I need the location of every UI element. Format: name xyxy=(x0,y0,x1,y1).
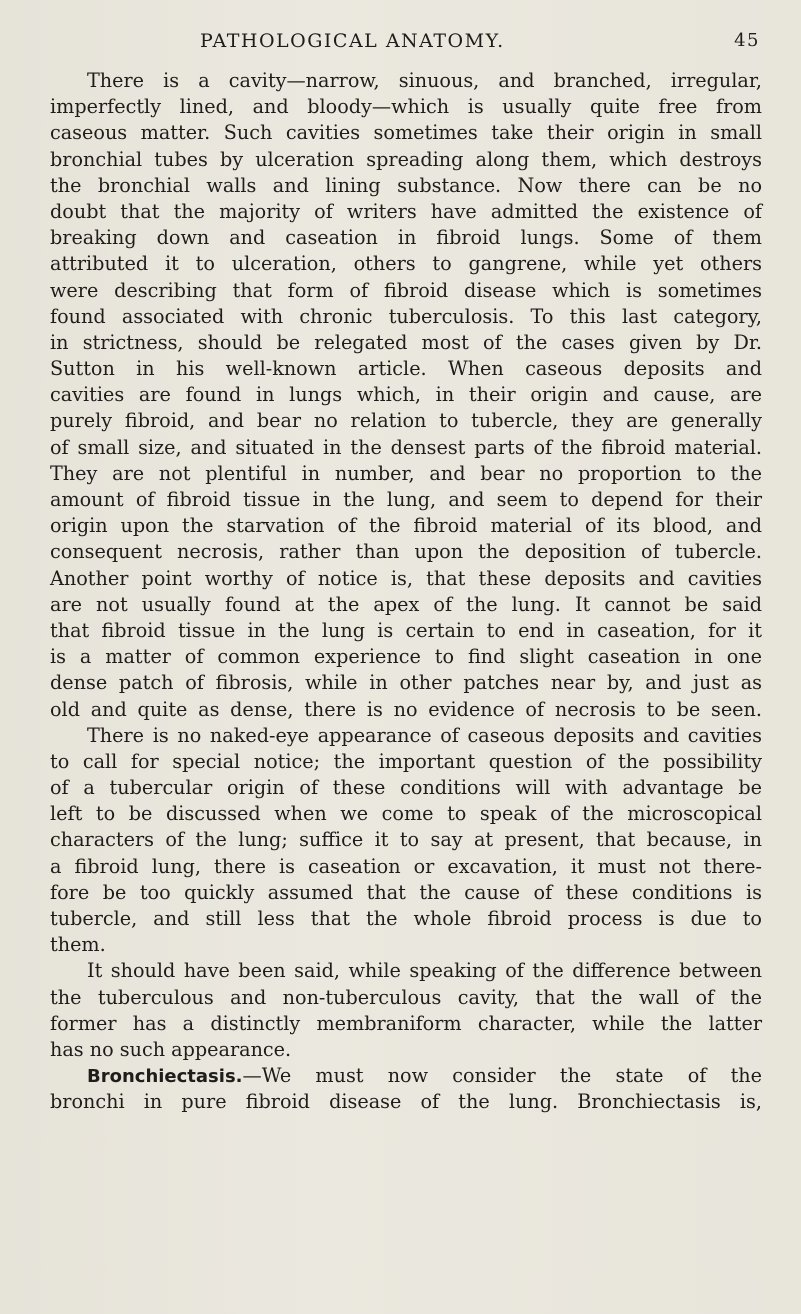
text-line: of a tubercular origin of these conditions will with advantage be xyxy=(50,776,762,800)
text-line: characters of the lung; suffice it to say at present, that because, in xyxy=(50,828,762,852)
text-line: of small size, and situated in the densest parts of the fibroid material. xyxy=(50,435,762,459)
text-line: are not usually found at the apex of the lung. It cannot be said xyxy=(50,592,762,616)
text-line: left to be discussed when we come to speak of the microscopical xyxy=(50,802,762,826)
text-line: There is a cavity—narrow, sinuous, and branched, irregular, xyxy=(87,69,762,92)
text-line: consequent necrosis, rather than upon the deposition of tubercle. xyxy=(50,540,762,564)
text-line: purely fibroid, and bear no relation to tubercle, they are generally xyxy=(50,409,762,433)
running-header xyxy=(200,30,760,60)
text-line: former has a distinctly membraniform character, while the latter xyxy=(50,1011,762,1035)
text-line: They are not plentiful in number, and bear no proportion to the xyxy=(50,461,762,485)
text-line: a fibroid lung, there is caseation or excavation, it must not there- xyxy=(50,854,762,878)
text-line: were describing that form of fibroid disease which is sometimes xyxy=(50,278,762,302)
text-line: has no such appearance. xyxy=(50,1037,292,1061)
text-line: the bronchial walls and lining substance. Now there can be no xyxy=(50,173,762,197)
text-line: fore be too quickly assumed that the cause of these conditions is xyxy=(50,880,762,904)
text-line: doubt that the majority of writers have admitted the existence of xyxy=(50,199,762,223)
text-line: Another point worthy of notice is, that these deposits and cavities xyxy=(50,566,762,590)
text-line: in strictness, should be relegated most of the cases given by Dr. xyxy=(50,330,762,354)
text-line: Sutton in his well-known article. When caseous deposits and xyxy=(50,357,762,381)
text-line: breaking down and caseation in fibroid lungs. Some of them xyxy=(50,226,762,250)
text-line: dense patch of fibrosis, while in other patches near by, and just as xyxy=(50,671,762,695)
text-line: It should have been said, while speaking of the difference between xyxy=(87,959,762,983)
text-line: them. xyxy=(50,933,106,957)
text-line: caseous matter. Such cavities sometimes take their origin in small xyxy=(50,121,762,145)
page-number: 45 xyxy=(734,30,760,51)
text-line: tubercle, and still less that the whole fibroid process is due to xyxy=(50,907,762,930)
text-line: There is no naked-eye appearance of caseous deposits and cavities xyxy=(87,723,762,747)
body-text xyxy=(50,68,762,1116)
text-line: is a matter of common experience to find slight caseation in one xyxy=(50,645,762,669)
text-line: amount of fibroid tissue in the lung, and seem to depend for their xyxy=(50,488,762,511)
text-line: found associated with chronic tuberculosis. To this last category, xyxy=(50,304,762,328)
running-title: PATHOLOGICAL ANATOMY. xyxy=(200,30,505,52)
text-line: to call for special notice; the important question of the possibility xyxy=(50,749,762,773)
text-line: bronchial tubes by ulceration spreading along them, which destroys xyxy=(50,147,762,171)
text-line-tail: —We must now consider the state of the xyxy=(242,1064,762,1088)
text-line: imperfectly lined, and bloody—which is usually quite free from xyxy=(50,95,762,119)
text-line: old and quite as dense, there is no evidence of necrosis to be seen. xyxy=(50,697,762,721)
text-line-with-heading xyxy=(50,1063,762,1089)
text-line: bronchi in pure fibroid disease of the lung. Bronchiectasis is, xyxy=(50,1090,762,1114)
text-line: that fibroid tissue in the lung is certain to end in caseation, for it xyxy=(50,618,762,642)
section-heading: Bronchiectasis. xyxy=(87,1066,243,1088)
text-line: the tuberculous and non-tuberculous cavity, that the wall of the xyxy=(50,985,762,1009)
text-line: cavities are found in lungs which, in their origin and cause, are xyxy=(50,383,762,407)
text-line: origin upon the starvation of the fibroid material of its blood, and xyxy=(50,514,762,538)
text-line: attributed it to ulceration, others to gangrene, while yet others xyxy=(50,252,762,276)
